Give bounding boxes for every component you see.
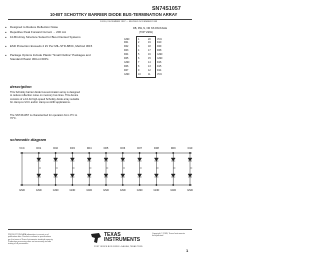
company-address: POST OFFICE BOX 655303 • DALLAS, TEXAS 75265 xyxy=(94,246,143,248)
pin-name-right: GND xyxy=(157,53,163,57)
pin-number-left: 1 xyxy=(138,37,140,41)
pin-name-left: D05 xyxy=(124,57,129,60)
package-heading: DB, DW, N, OR NS PACKAGE xyxy=(133,27,167,30)
schematic-bottom-label: GND xyxy=(187,189,193,192)
schematic-bottom-label: GND xyxy=(136,189,143,192)
pin-name-right: D14 xyxy=(157,68,162,72)
pin-name-left: D07 xyxy=(124,68,129,72)
header-rule xyxy=(8,19,192,20)
description-paragraph: The SN74S1057 is characterized for operation from 0°C to 70°C. xyxy=(10,114,78,121)
schematic-bottom-label: GND xyxy=(153,189,160,192)
schematic-node xyxy=(156,184,157,185)
feature-item: ● Package Options Include Plastic "Small Outline" Packages and Standard Plastic 300-mil DIPs xyxy=(10,54,96,61)
schematic-top-label: D05 xyxy=(103,147,109,150)
diode-clamp-vcc-icon xyxy=(171,158,175,161)
pin-name-left: D01 xyxy=(124,41,129,45)
diode-clamp-gnd-icon xyxy=(171,174,175,177)
pin-number-left: 5 xyxy=(138,53,140,57)
pin-name-left: D06 xyxy=(124,64,129,68)
production-disclaimer: PRODUCTION DATA information is current as of publication date. Products conform to specifications per the terms of Texas Instruments standard warranty. Production processing does not necessarily include testing of all parameters. xyxy=(8,234,54,246)
diode-clamp-vcc-icon xyxy=(37,158,41,161)
schematic-node xyxy=(105,184,106,185)
diode-clamp-gnd-icon xyxy=(104,174,108,177)
pin-number-left: 3 xyxy=(138,45,140,49)
schematic-top-label: D02 xyxy=(53,147,58,150)
pin-name-right: D08 xyxy=(157,49,162,53)
diode-clamp-vcc-icon xyxy=(104,158,108,161)
schematic-top-label: D09 xyxy=(170,147,176,150)
pin-number-right: 16 xyxy=(148,53,151,57)
description-paragraph: This Schottky barrier diode bus-termination array is designed to reduce reflection noise on memory bus lines. This device consists of a 10-bit high-speed Schottky diode array suitable for clamp-to-VCC and/or clamp-to-GND applications. xyxy=(10,91,80,104)
diode-clamp-gnd-icon xyxy=(188,174,192,177)
footer-rule xyxy=(8,229,192,230)
schematic-bottom-label: GND xyxy=(35,189,42,192)
feature-item: ● ESD Protection Exceeds 2 kV Per MIL-STD-883C, Method 3015 xyxy=(10,45,96,49)
diode-clamp-vcc-icon xyxy=(138,158,142,161)
pin-name-right: VCC xyxy=(157,72,163,76)
diode-clamp-gnd-icon xyxy=(138,174,142,177)
package-view: (TOP VIEW) xyxy=(139,31,153,34)
schematic-bottom-label: GND xyxy=(86,189,93,192)
schematic-bottom-label: GND xyxy=(69,189,76,192)
copyright: Copyright © 1989, Texas Instruments Incorporated xyxy=(152,233,185,238)
schematic-node xyxy=(55,152,56,153)
pin-number-right: 12 xyxy=(148,68,151,72)
pin-name-right: D09 xyxy=(157,45,162,49)
schematic-bottom-label: GND xyxy=(170,189,177,192)
pin-name-right: D10 xyxy=(157,41,162,45)
diode-clamp-vcc-icon xyxy=(121,158,125,161)
schematic-bottom-label: GND xyxy=(103,189,109,192)
diode-clamp-gnd-icon xyxy=(87,174,91,177)
schematic-top-label: VCC xyxy=(19,147,25,150)
schematic-node xyxy=(122,152,123,153)
schematic-node xyxy=(122,184,123,185)
pin-number-right: 13 xyxy=(148,64,151,68)
pin-number-left: 9 xyxy=(138,68,140,72)
pin-number-left: 4 xyxy=(138,49,140,53)
pin-name-right: D16 xyxy=(157,60,162,64)
schematic-top-label: D04 xyxy=(86,147,92,150)
schematic-node xyxy=(72,152,73,153)
diode-clamp-gnd-icon xyxy=(154,174,158,177)
diode-clamp-vcc-icon xyxy=(54,158,58,161)
part-number: SN74S1057 xyxy=(152,6,181,12)
company-name xyxy=(104,233,140,242)
schematic-node xyxy=(21,152,22,153)
pin-number-right: 20 xyxy=(148,37,151,41)
pin-number-left: 2 xyxy=(138,41,140,45)
pin-name-left: GND xyxy=(124,37,130,41)
pin-name-right: GND xyxy=(157,57,163,60)
pin-number-right: 11 xyxy=(148,72,151,76)
schematic-top-label: D07 xyxy=(137,147,142,150)
pin-name-left: D02 xyxy=(124,45,129,49)
pin-number-right: 18 xyxy=(148,45,151,49)
schematic-node xyxy=(189,152,190,153)
schematic-node xyxy=(72,184,73,185)
ti-logo-icon xyxy=(90,232,102,244)
pin-name-left: D03 xyxy=(124,49,129,53)
schematic-top-label: D01 xyxy=(36,147,42,150)
diode-clamp-vcc-icon xyxy=(87,158,91,161)
pin-number-left: 8 xyxy=(138,64,140,68)
pin-name-right: VCC xyxy=(157,37,163,41)
diode-clamp-vcc-icon xyxy=(70,158,74,161)
schematic-node xyxy=(139,184,140,185)
schematic-node xyxy=(89,184,90,185)
schematic-bottom-label: GND xyxy=(52,189,59,192)
document-title: 10-BIT SCHOTTKY BARRIER DIODE BUS-TERMINATION ARRAY xyxy=(50,12,178,17)
diode-clamp-gnd-icon xyxy=(70,174,74,177)
schematic-diagram xyxy=(0,143,200,193)
schematic-heading: schematic diagram xyxy=(10,137,47,142)
schematic-node xyxy=(38,184,39,185)
company-name-line1: TEXAS xyxy=(104,232,121,238)
diode-clamp-gnd-icon xyxy=(37,174,41,177)
schematic-node xyxy=(173,152,174,153)
pin-number-left: 6 xyxy=(138,57,140,60)
schematic-node xyxy=(156,152,157,153)
pin-number-left: 7 xyxy=(138,60,140,64)
schematic-node xyxy=(189,184,190,185)
pin-number-right: 14 xyxy=(148,60,151,64)
date-line: D3150, DECEMBER 1987 — REVISED NOVEMBER 1989 xyxy=(100,21,158,23)
description-heading: description xyxy=(10,84,32,89)
schematic-node xyxy=(173,184,174,185)
diode-clamp-vcc-icon xyxy=(154,158,158,161)
schematic-top-label: D06 xyxy=(120,147,126,150)
schematic-node xyxy=(105,152,106,153)
schematic-top-label: D10 xyxy=(187,147,193,150)
diode-clamp-vcc-icon xyxy=(188,158,192,161)
schematic-node xyxy=(89,152,90,153)
schematic-node xyxy=(139,152,140,153)
pin-number-right: 19 xyxy=(148,41,151,45)
feature-item: ● Repetitive Peak Forward Current ... 200 mA xyxy=(10,31,96,35)
diode-clamp-gnd-icon xyxy=(121,174,125,177)
schematic-node xyxy=(38,152,39,153)
feature-item: ● 10-Bit Array Structure Suited for Bus-Oriented Systems xyxy=(10,36,96,40)
diode-clamp-gnd-icon xyxy=(54,174,58,177)
schematic-node xyxy=(55,184,56,185)
pin-name-left: D04 xyxy=(124,53,129,57)
pin-number-right: 17 xyxy=(148,49,151,53)
feature-item: ● Designed to Reduce Reflection Noise xyxy=(10,26,96,30)
pin-name-left: GND xyxy=(124,60,130,64)
schematic-top-label: D03 xyxy=(70,147,75,150)
pin-name-left: GND xyxy=(124,72,130,76)
schematic-top-label: D08 xyxy=(154,147,159,150)
pin-number-left: 10 xyxy=(138,72,141,76)
company-name-line2: INSTRUMENTS xyxy=(104,236,141,243)
schematic-node xyxy=(21,184,22,185)
page-number: 1 xyxy=(186,248,189,253)
pin-number-right: 15 xyxy=(148,57,151,60)
schematic-bottom-label: GND xyxy=(19,189,25,192)
pin-name-right: D15 xyxy=(157,64,162,68)
schematic-bottom-label: GND xyxy=(119,189,126,192)
